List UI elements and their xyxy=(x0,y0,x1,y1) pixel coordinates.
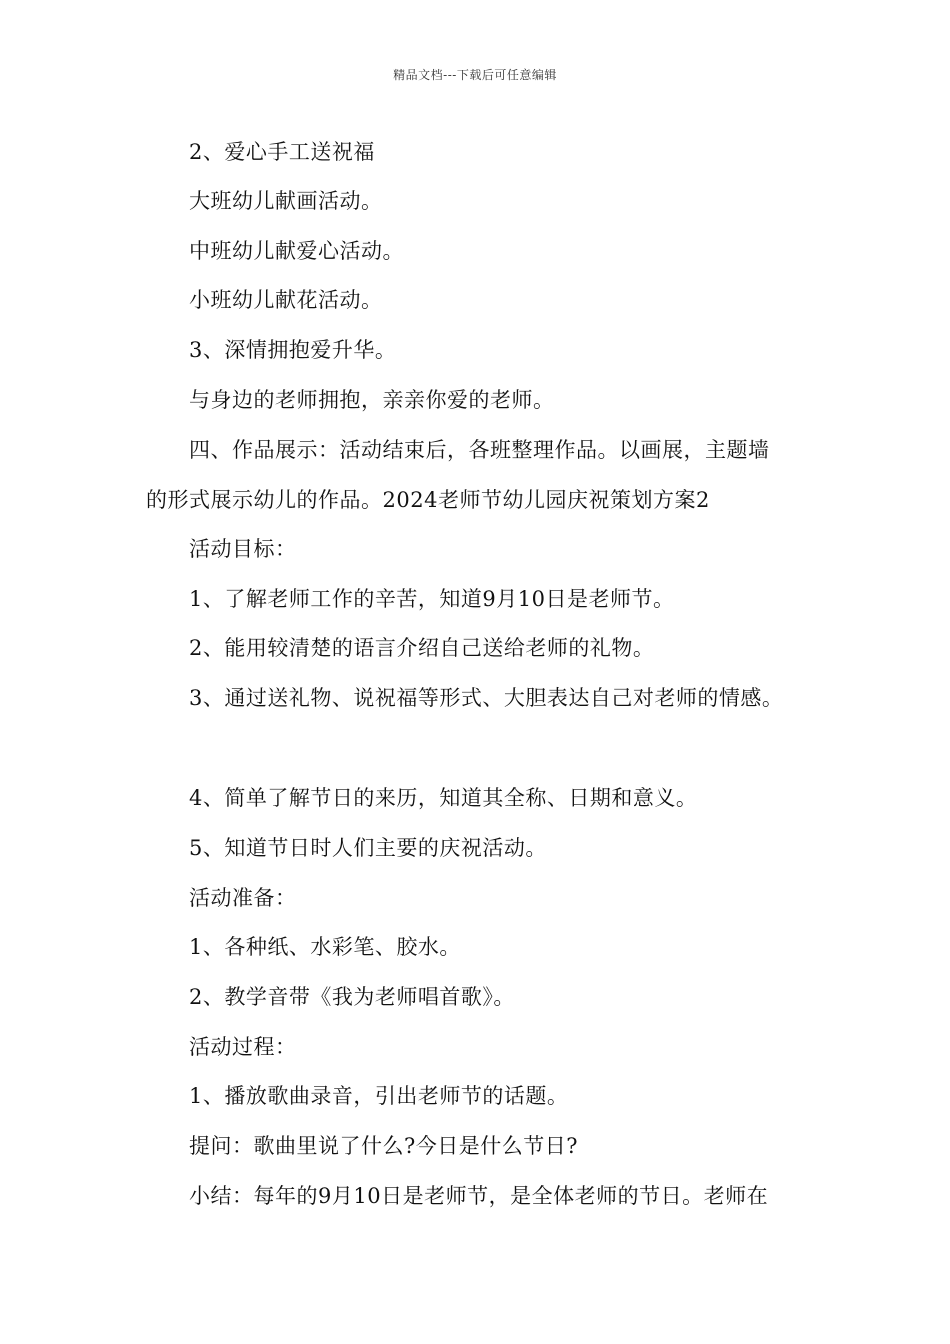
body-line: 大班幼儿献画活动。 xyxy=(189,189,383,213)
body-line: 的形式展示幼儿的作品。2024老师节幼儿园庆祝策划方案2 xyxy=(146,488,710,512)
body-line: 1、播放歌曲录音，引出老师节的话题。 xyxy=(189,1084,569,1108)
body-line: 四、作品展示：活动结束后，各班整理作品。以画展，主题墙 xyxy=(189,438,770,462)
body-line: 2、爱心手工送祝福 xyxy=(189,140,375,164)
body-line: 活动目标： xyxy=(189,537,297,561)
body-line: 小班幼儿献花活动。 xyxy=(189,288,383,312)
page-header: 精品文档---下载后可任意编辑 xyxy=(393,68,557,82)
body-line: 活动过程： xyxy=(189,1035,297,1059)
body-line: 3、深情拥抱爱升华。 xyxy=(189,338,397,362)
body-line: 4、简单了解节日的来历，知道其全称、日期和意义。 xyxy=(189,786,698,810)
body-line: 2、能用较清楚的语言介绍自己送给老师的礼物。 xyxy=(189,636,655,660)
body-line: 5、知道节日时人们主要的庆祝活动。 xyxy=(189,836,547,860)
body-line: 3、通过送礼物、说祝福等形式、大胆表达自己对老师的情感。 xyxy=(189,686,784,710)
body-line: 中班幼儿献爱心活动。 xyxy=(189,239,404,263)
body-line: 1、各种纸、水彩笔、胶水。 xyxy=(189,935,461,959)
body-line: 提问：歌曲里说了什么?今日是什么节日? xyxy=(189,1134,579,1158)
body-line: 小结：每年的9月10日是老师节，是全体老师的节日。老师在 xyxy=(189,1184,769,1208)
body-line: 1、了解老师工作的辛苦，知道9月10日是老师节。 xyxy=(189,587,675,611)
body-line: 活动准备： xyxy=(189,886,297,910)
body-line: 与身边的老师拥抱，亲亲你爱的老师。 xyxy=(189,388,555,412)
body-line: 2、教学音带《我为老师唱首歌》。 xyxy=(189,985,515,1009)
